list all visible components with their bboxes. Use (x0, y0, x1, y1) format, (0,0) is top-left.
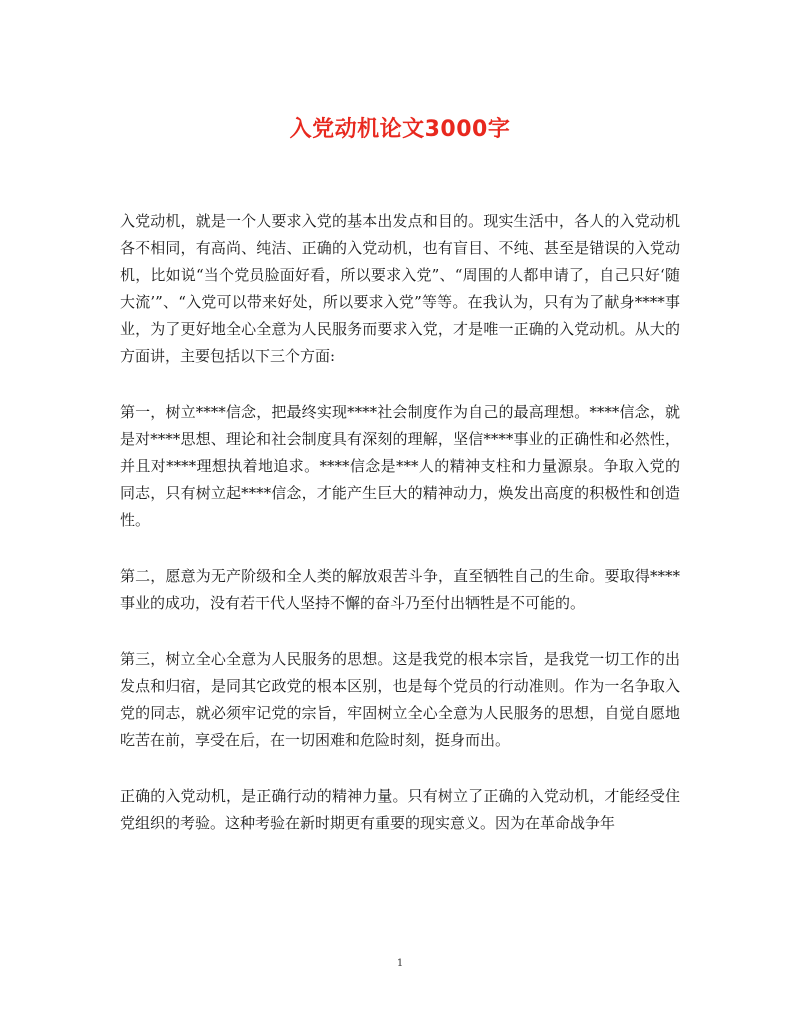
paragraph-4: 第三，树立全心全意为人民服务的思想。这是我党的根本宗旨，是我党一切工作的出发点和归宿，是同其它政党的根本区别，也是每个党员的行动准则。作为一名争取入党的同志，就必须牢记党的宗旨，牢固树立全心全意为人民服务的思想，自觉自愿地吃苦在前，享受在后，在一切困难和危险时刻，挺身而出。 (120, 650, 680, 749)
document-body (120, 208, 680, 866)
document-title: 入党动机论文3000字 (289, 117, 511, 142)
paragraph-3: 第二，愿意为无产阶级和全人类的解放艰苦斗争，直至牺牲自己的生命。要取得****事业的成功，没有若干代人坚持不懈的奋斗乃至付出牺牲是不可能的。 (120, 567, 680, 612)
paragraph-2: 第一，树立****信念，把最终实现****社会制度作为自己的最高理想。****信念，就是对****思想、理论和社会制度具有深刻的理解，坚信****事业的正确性和必然性，并且对****理想执着地追求。****信念是***人的精神支柱和力量源泉。争取入党的同志，只有树立起****信念，才能产生巨大的精神动力，焕发出高度的积极性和创造性。 (120, 403, 680, 529)
paragraph-5: 正确的入党动机，是正确行动的精神力量。只有树立了正确的入党动机，才能经受住党组织的考验。这种考验在新时期更有重要的现实意义。因为在革命战争年 (120, 787, 680, 832)
paragraph-1: 入党动机，就是一个人要求入党的基本出发点和目的。现实生活中，各人的入党动机各不相同，有高尚、纯洁、正确的入党动机，也有盲目、不纯、甚至是错误的入党动机，比如说“当个党员脸面好看，所以要求入党”、“周围的人都申请了，自己只好‘随大流’”、“入党可以带来好处，所以要求入党”等等。在我认为，只有为了献身****事业，为了更好地全心全意为人民服务而要求入党，才是唯一正确的入党动机。从大的方面讲，主要包括以下三个方面: (120, 212, 680, 365)
page-number: 1 (396, 958, 404, 969)
